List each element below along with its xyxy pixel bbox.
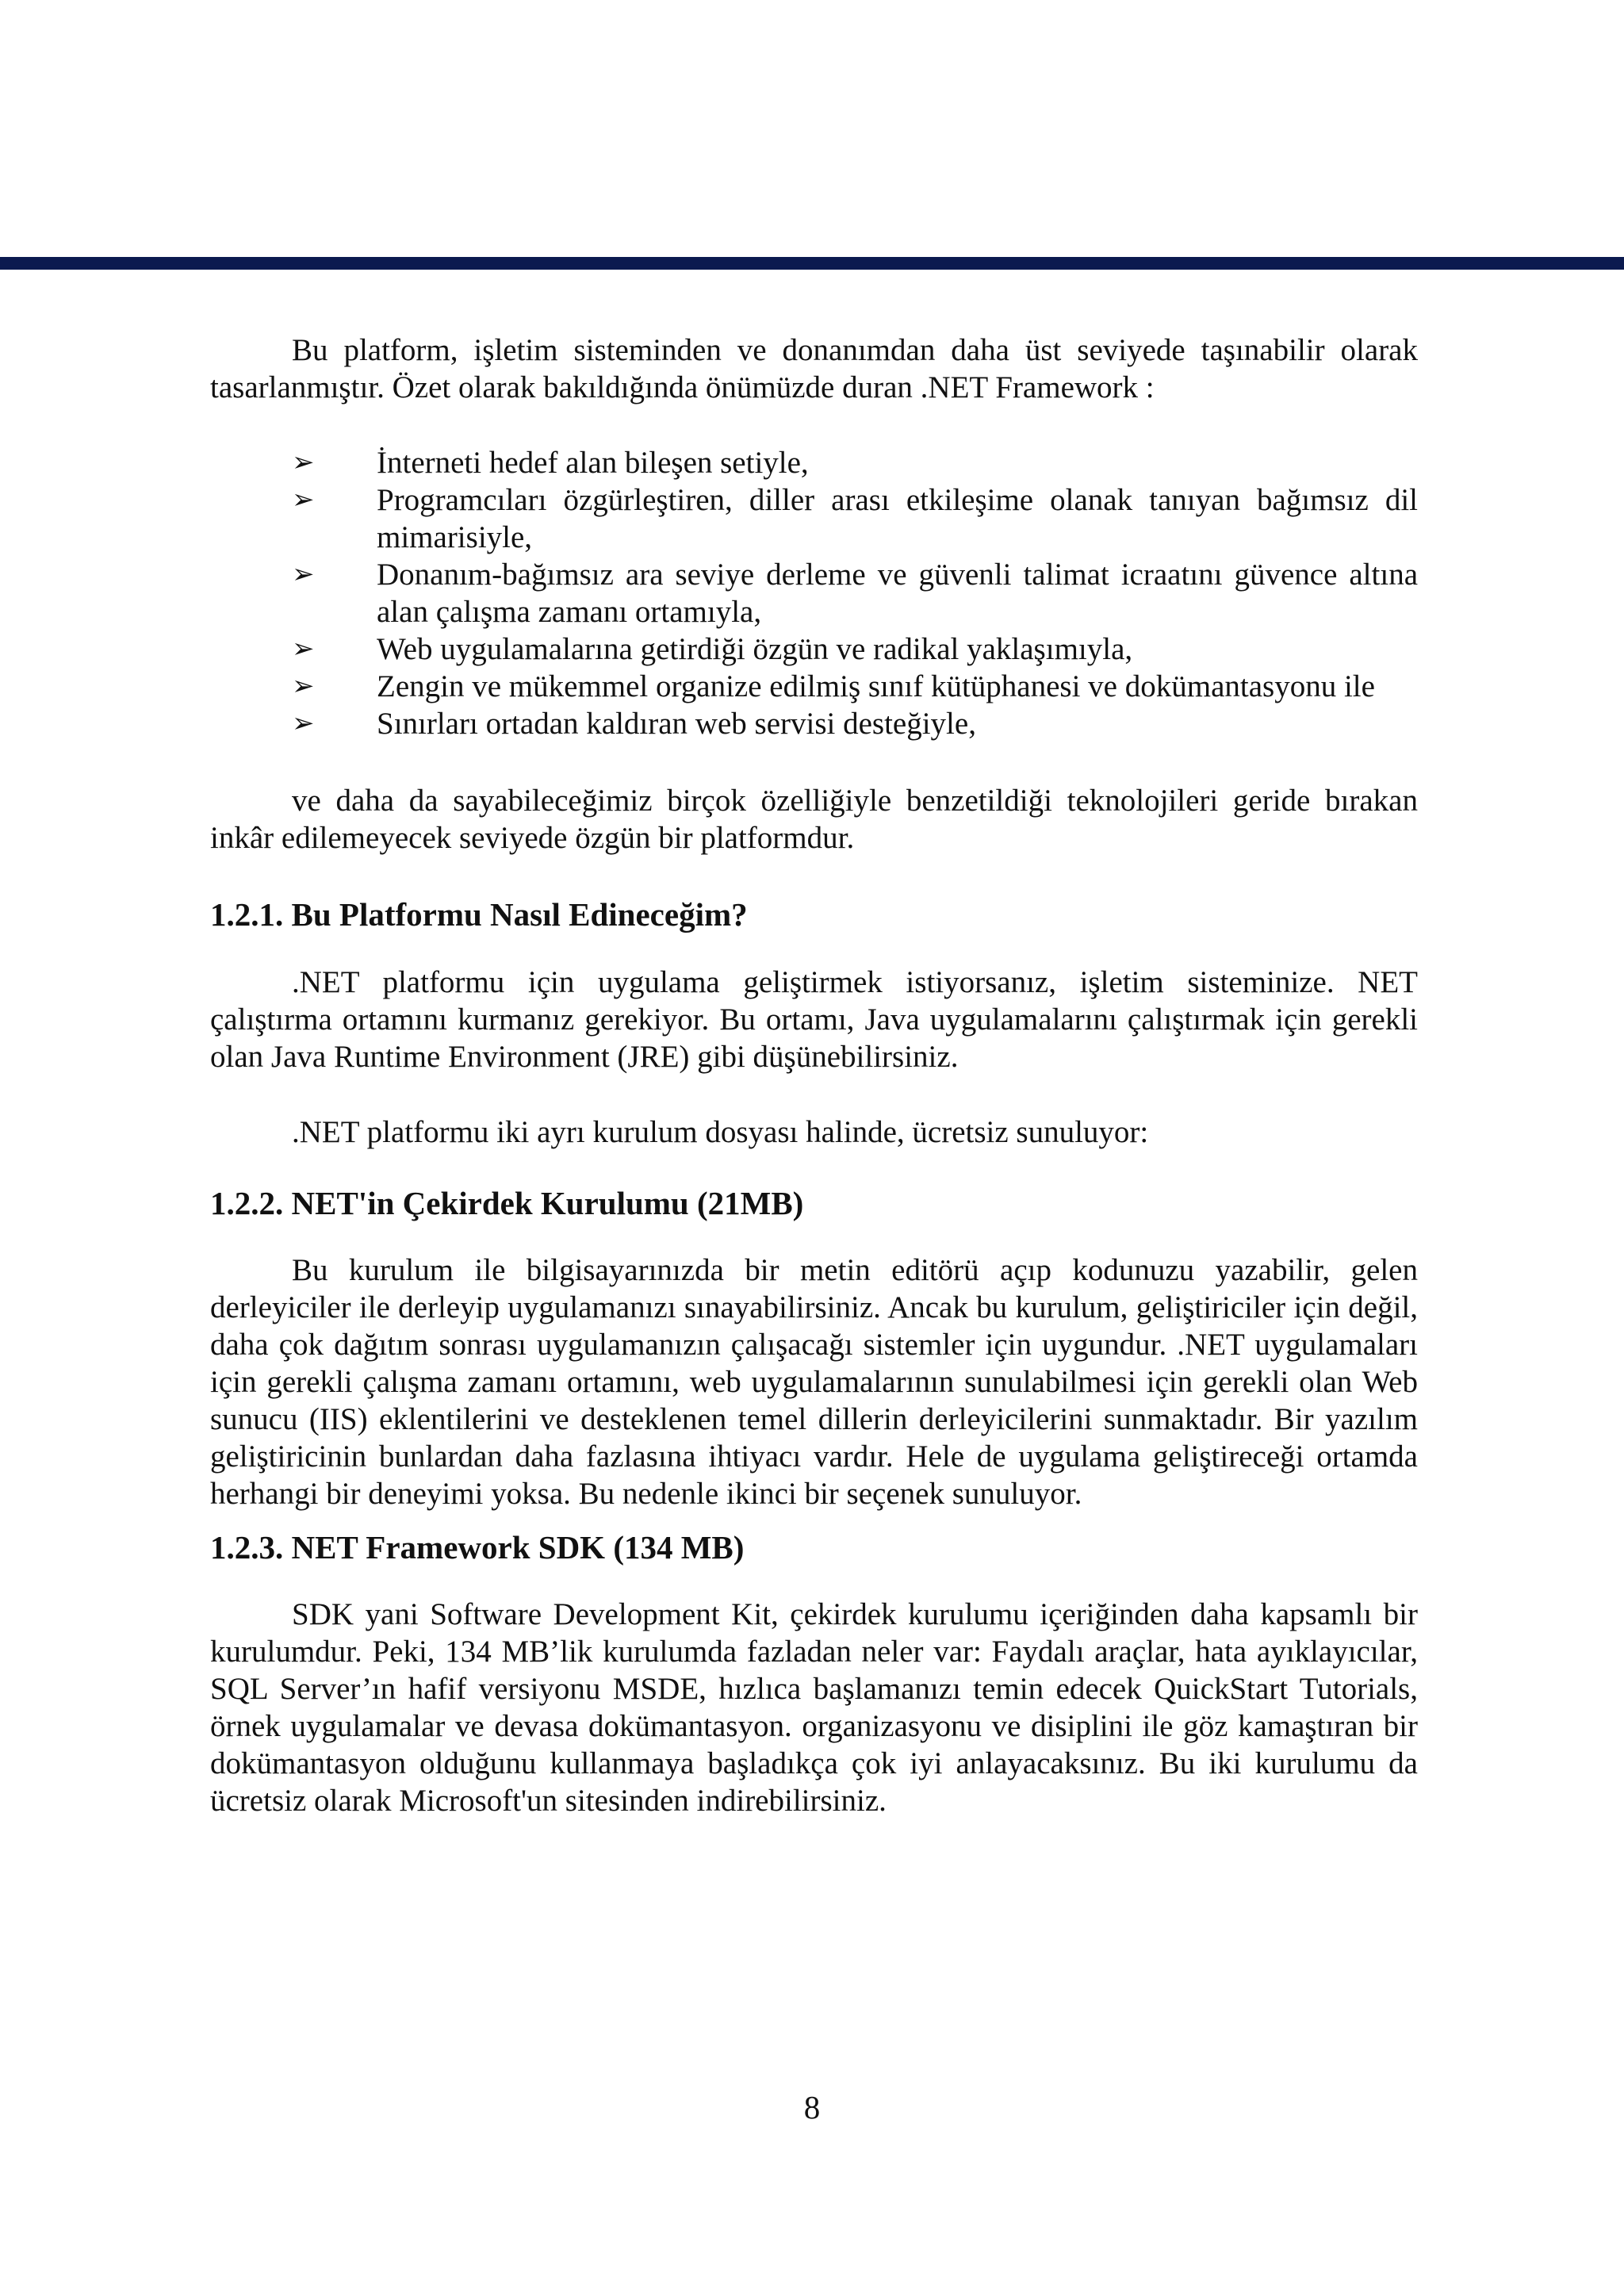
list-item: ➢ İnterneti hedef alan bileşen setiyle, [292, 446, 809, 480]
list-item: ➢ Programcıları özgürleştiren, diller arası etkileşime olanak tanıyan bağımsız dil mimarisiyle, [292, 483, 1418, 554]
section-1-2-1-paragraph-2: .NET platformu iki ayrı kurulum dosyası halinde, ücretsiz sunuluyor: [292, 1115, 1149, 1149]
closing-paragraph: ve daha da sayabileceğimiz birçok özelliğiyle benzetildiği teknolojileri geride bırakan inkâr edilemeyecek seviyede özgün bir platformdur. [210, 784, 1418, 855]
page-number: 8 [803, 2089, 821, 2125]
arrowhead-bullet-icon: ➢ [292, 670, 315, 702]
page-content [210, 332, 1418, 1819]
section-1-2-2-paragraph: Bu kurulum ile bilgisayarınızda bir metin editörü açıp kodunuzu yazabilir, gelen derleyiciler ile derleyip uygulamanızı sınayabilirsiniz. Ancak bu kurulum, geliştiriciler için değil, daha çok dağıtım sonrası uygulamanızın çalışacağı sistemler için uygundur. .NET uygulamaları için gerekli çalışma zamanı ortamını, web uygulamalarının sunulabilmesi için gerekli olan Web sunucu (IIS) eklentilerini ve desteklenen temel dillerin derleyicilerini sunmaktadır. Bir yazılım geliştiricinin bunlardan daha fazlasına ihtiyacı vardır. Hele de uygulama geliştireceği ortamda herhangi bir deneyimi yoksa. Bu nedenle ikinci bir seçenek sunuluyor. [210, 1253, 1418, 1511]
list-item: ➢ Donanım-bağımsız ara seviye derleme ve güvenli talimat icraatını güvence altına alan çalışma zamanı ortamıyla, [292, 558, 1418, 629]
section-heading-1-2-1: 1.2.1. Bu Platformu Nasıl Edineceğim? [210, 896, 748, 933]
section-1-2-3-paragraph: SDK yani Software Development Kit, çekirdek kurulumu içeriğinden daha kapsamlı bir kurulumdur. Peki, 134 MB’lik kurulumda fazladan neler var: Faydalı araçlar, hata ayıklayıcılar, SQL Server’ın hafif versiyonu MSDE, hızlıca başlamanızı temin edecek QuickStart Tutorials, örnek uygulamalar ve devasa dokümantasyon. organizasyonu ve disiplini ile göz kamaştıran bir dokümantasyon olduğunu kullanmaya başladıkça çok iyi anlayacaksınız. Bu iki kurulumu da ücretsiz olarak Microsoft'un sitesinden indirebilirsiniz. [210, 1597, 1418, 1818]
arrowhead-bullet-icon: ➢ [292, 447, 315, 478]
arrowhead-bullet-icon: ➢ [292, 484, 315, 516]
section-heading-1-2-3: 1.2.3. NET Framework SDK (134 MB) [210, 1529, 745, 1566]
arrowhead-bullet-icon: ➢ [292, 633, 315, 665]
list-item: ➢ Web uygulamalarına getirdiği özgün ve radikal yaklaşımıyla, [292, 632, 1133, 666]
section-heading-1-2-2: 1.2.2. NET'in Çekirdek Kurulumu (21MB) [210, 1185, 804, 1221]
feature-list [210, 444, 1418, 742]
list-item: ➢ Sınırları ortadan kaldıran web servisi desteğiyle, [292, 707, 976, 741]
header-rule [0, 257, 1624, 270]
section-1-2-1-paragraph-1: .NET platformu için uygulama geliştirmek istiyorsanız, işletim sisteminize. NET çalıştırma ortamını kurmanız gerekiyor. Bu ortamı, Java uygulamalarını çalıştırmak için gerekli olan Java Runtime Environment (JRE) gibi düşünebilirsiniz. [210, 965, 1418, 1074]
list-item: ➢ Zengin ve mükemmel organize edilmiş sınıf kütüphanesi ve dokümantasyonu ile [292, 669, 1375, 703]
intro-paragraph: Bu platform, işletim sisteminden ve donanımdan daha üst seviyede taşınabilir olarak tasarlanmıştır. Özet olarak bakıldığında önümüzde duran .NET Framework : [210, 333, 1418, 404]
arrowhead-bullet-icon: ➢ [292, 558, 315, 590]
arrowhead-bullet-icon: ➢ [292, 707, 315, 739]
